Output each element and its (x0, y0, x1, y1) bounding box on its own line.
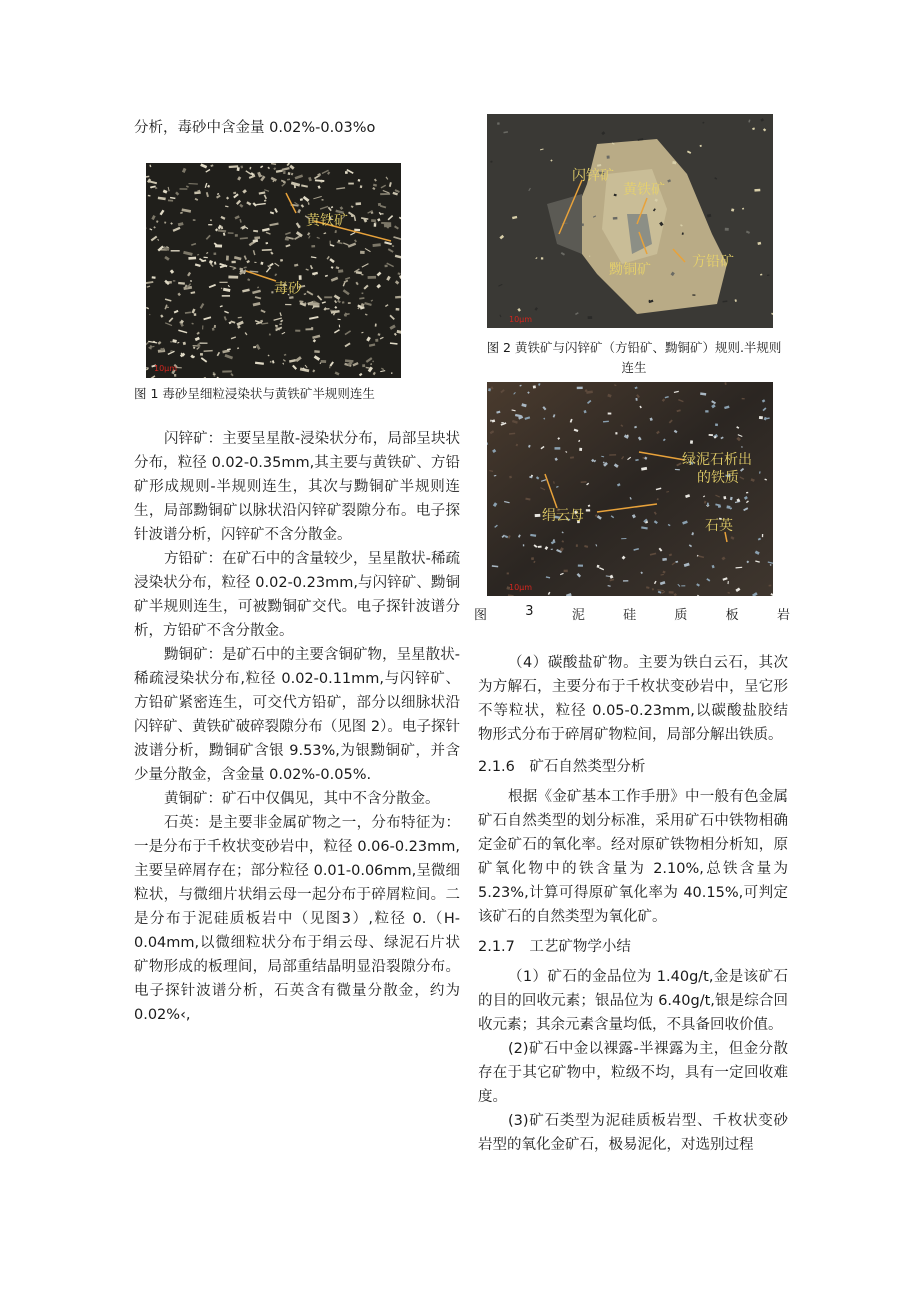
para-quartz: 石英：是主要非金属矿物之一，分布特征为：一是分布于千枚状变砂岩中，粒径 0.06-0.23mm,主要呈碎屑存在；部分粒径 0.01-0.06mm,呈微细粒状，与微细片状绢云母一起分布于碎屑粒间。二是分布于泥硅质板岩中（见图3）,粒径 0.（H-0.04mm,以微细粒状分布于绢云母、绿泥石片状矿物形成的板理间，局部重结晶明显沿裂隙分布。电子探针波谱分析，石英含有微量分散金，约为 0.02%‹, (134, 815, 460, 1023)
fig2-label-pyrite: 黄铁矿 (623, 182, 665, 198)
fig1-label-pyrite: 黄铁矿 (306, 213, 348, 229)
para-2-1-6: 根据《金矿基本工作手册》中一般有色金属矿石自然类型的划分标准，采用矿石中铁物相确定金矿石的氧化率。经对原矿铁物相分析知，原矿氧化物中的铁含量为 2.10%,总铁含量为 5.23%,计算可得原矿氧化率为 40.15%,可判定该矿石的自然类型为氧化矿。 (478, 789, 788, 925)
fig3-cap-1: 3 (525, 604, 534, 619)
fig3-label-quartz: 石英 (705, 518, 733, 534)
fig1-label-arsenopyrite: 毒砂 (274, 281, 302, 297)
heading-2-1-6: 2.1.6 矿石自然类型分析 (478, 759, 646, 775)
figure-2-svg (487, 114, 773, 328)
para-sphalerite: 闪锌矿：主要呈星散-浸染状分布，局部呈块状分布，粒径 0.02-0.35mm,其主要与黄铁矿、方铅矿形成规则-半规则连生，其次与黝铜矿半规则连生，局部黝铜矿以脉状沿闪锌矿裂隙分布。电子探针波谱分析，闪锌矿不含分散金。 (134, 431, 460, 543)
heading-2-1-7: 2.1.7 工艺矿物学小结 (478, 939, 631, 955)
top-line-text: 分析，毒砂中含金量 0.02%-0.03%o (134, 120, 376, 136)
fig3-cap-6: 岩 (776, 608, 790, 623)
figure-3-svg (487, 382, 773, 596)
para-tetrahedrite: 黝铜矿：是矿石中的主要含铜矿物，呈星散状-稀疏浸染状分布,粒径 0.02-0.11mm,与闪锌矿、方铅矿紧密连生，可交代方铅矿，部分以细脉状沿闪锌矿、黄铁矿破碎裂隙分布（见图 2）。电子探针波谱分析，黝铜矿含银 9.53%,为银黝铜矿，并含少量分散金，含金量 0.02%-0.05%. (134, 647, 460, 783)
figure-1-image (146, 163, 401, 378)
left-body (134, 427, 460, 1027)
summary-item-1: （1）矿石的金品位为 1.40g∕t,金是该矿石的目的回收元素；银品位为 6.40g∕t,银是综合回收元素；其余元素含量均低，不具备回收价值。 (478, 969, 788, 1033)
figure-2-caption-line1: 图 2 黄铁矿与闪锌矿（方铅矿、黝铜矿）规则.半规则 (486, 340, 782, 355)
para-chalcopyrite: 黄铜矿：矿石中仅偶见，其中不含分散金。 (164, 791, 440, 807)
fig3-cap-2: 泥 (571, 608, 585, 623)
figure-2-caption (474, 338, 794, 378)
figure-2-image (487, 114, 773, 328)
fig3-label-sericite: 绢云母 (542, 508, 584, 524)
fig3-label-iron: 的铁质 (697, 470, 739, 486)
fig3-cap-0: 图 (474, 608, 488, 623)
fig3-scale-bar: 10μm (509, 583, 533, 592)
fig3-cap-3: 硅 (623, 608, 637, 623)
figure-3-image (487, 382, 773, 596)
figure-1-caption (134, 384, 434, 404)
summary-item-2: (2)矿石中金以裸露-半裸露为主，但金分散存在于其它矿物中，粒级不均，具有一定回收难度。 (478, 1041, 788, 1105)
fig2-scale-bar: 10μm (509, 315, 533, 324)
figure-3-caption (474, 604, 790, 623)
fig3-label-chlorite: 绿泥石析出 (682, 452, 752, 468)
top-line (134, 116, 460, 140)
summary-item-3: (3)矿石类型为泥硅质板岩型、千枚状变砂岩型的氧化金矿石，极易泥化，对选别过程 (478, 1113, 788, 1153)
figure-1-svg (146, 163, 401, 378)
fig3-cap-5: 板 (725, 608, 739, 623)
figure-2-caption-line2: 连生 (621, 360, 647, 375)
right-body (478, 651, 788, 1157)
fig3-cap-4: 质 (674, 608, 688, 623)
fig2-label-sphalerite: 闪锌矿 (572, 168, 614, 184)
fig2-label-tetrahedrite: 黝铜矿 (609, 262, 651, 278)
fig1-scale-bar: 10μm (154, 364, 178, 373)
para-carbonate: （4）碳酸盐矿物。主要为铁白云石，其次为方解石，主要分布于千枚状变砂岩中，呈它形不等粒状，粒径 0.05-0.23mm,以碳酸盐胶结物形式分布于碎屑矿物粒间，局部分解出铁质。 (478, 655, 788, 743)
para-galena: 方铅矿：在矿石中的含量较少，呈星散状-稀疏浸染状分布，粒径 0.02-0.23mm,与闪锌矿、黝铜矿半规则连生，可被黝铜矿交代。电子探针波谱分析，方铅矿不含分散金。 (134, 551, 460, 639)
figure-1-caption-text: 图 1 毒砂呈细粒浸染状与黄铁矿半规则连生 (134, 386, 375, 401)
fig2-label-galena: 方铅矿 (692, 254, 734, 270)
